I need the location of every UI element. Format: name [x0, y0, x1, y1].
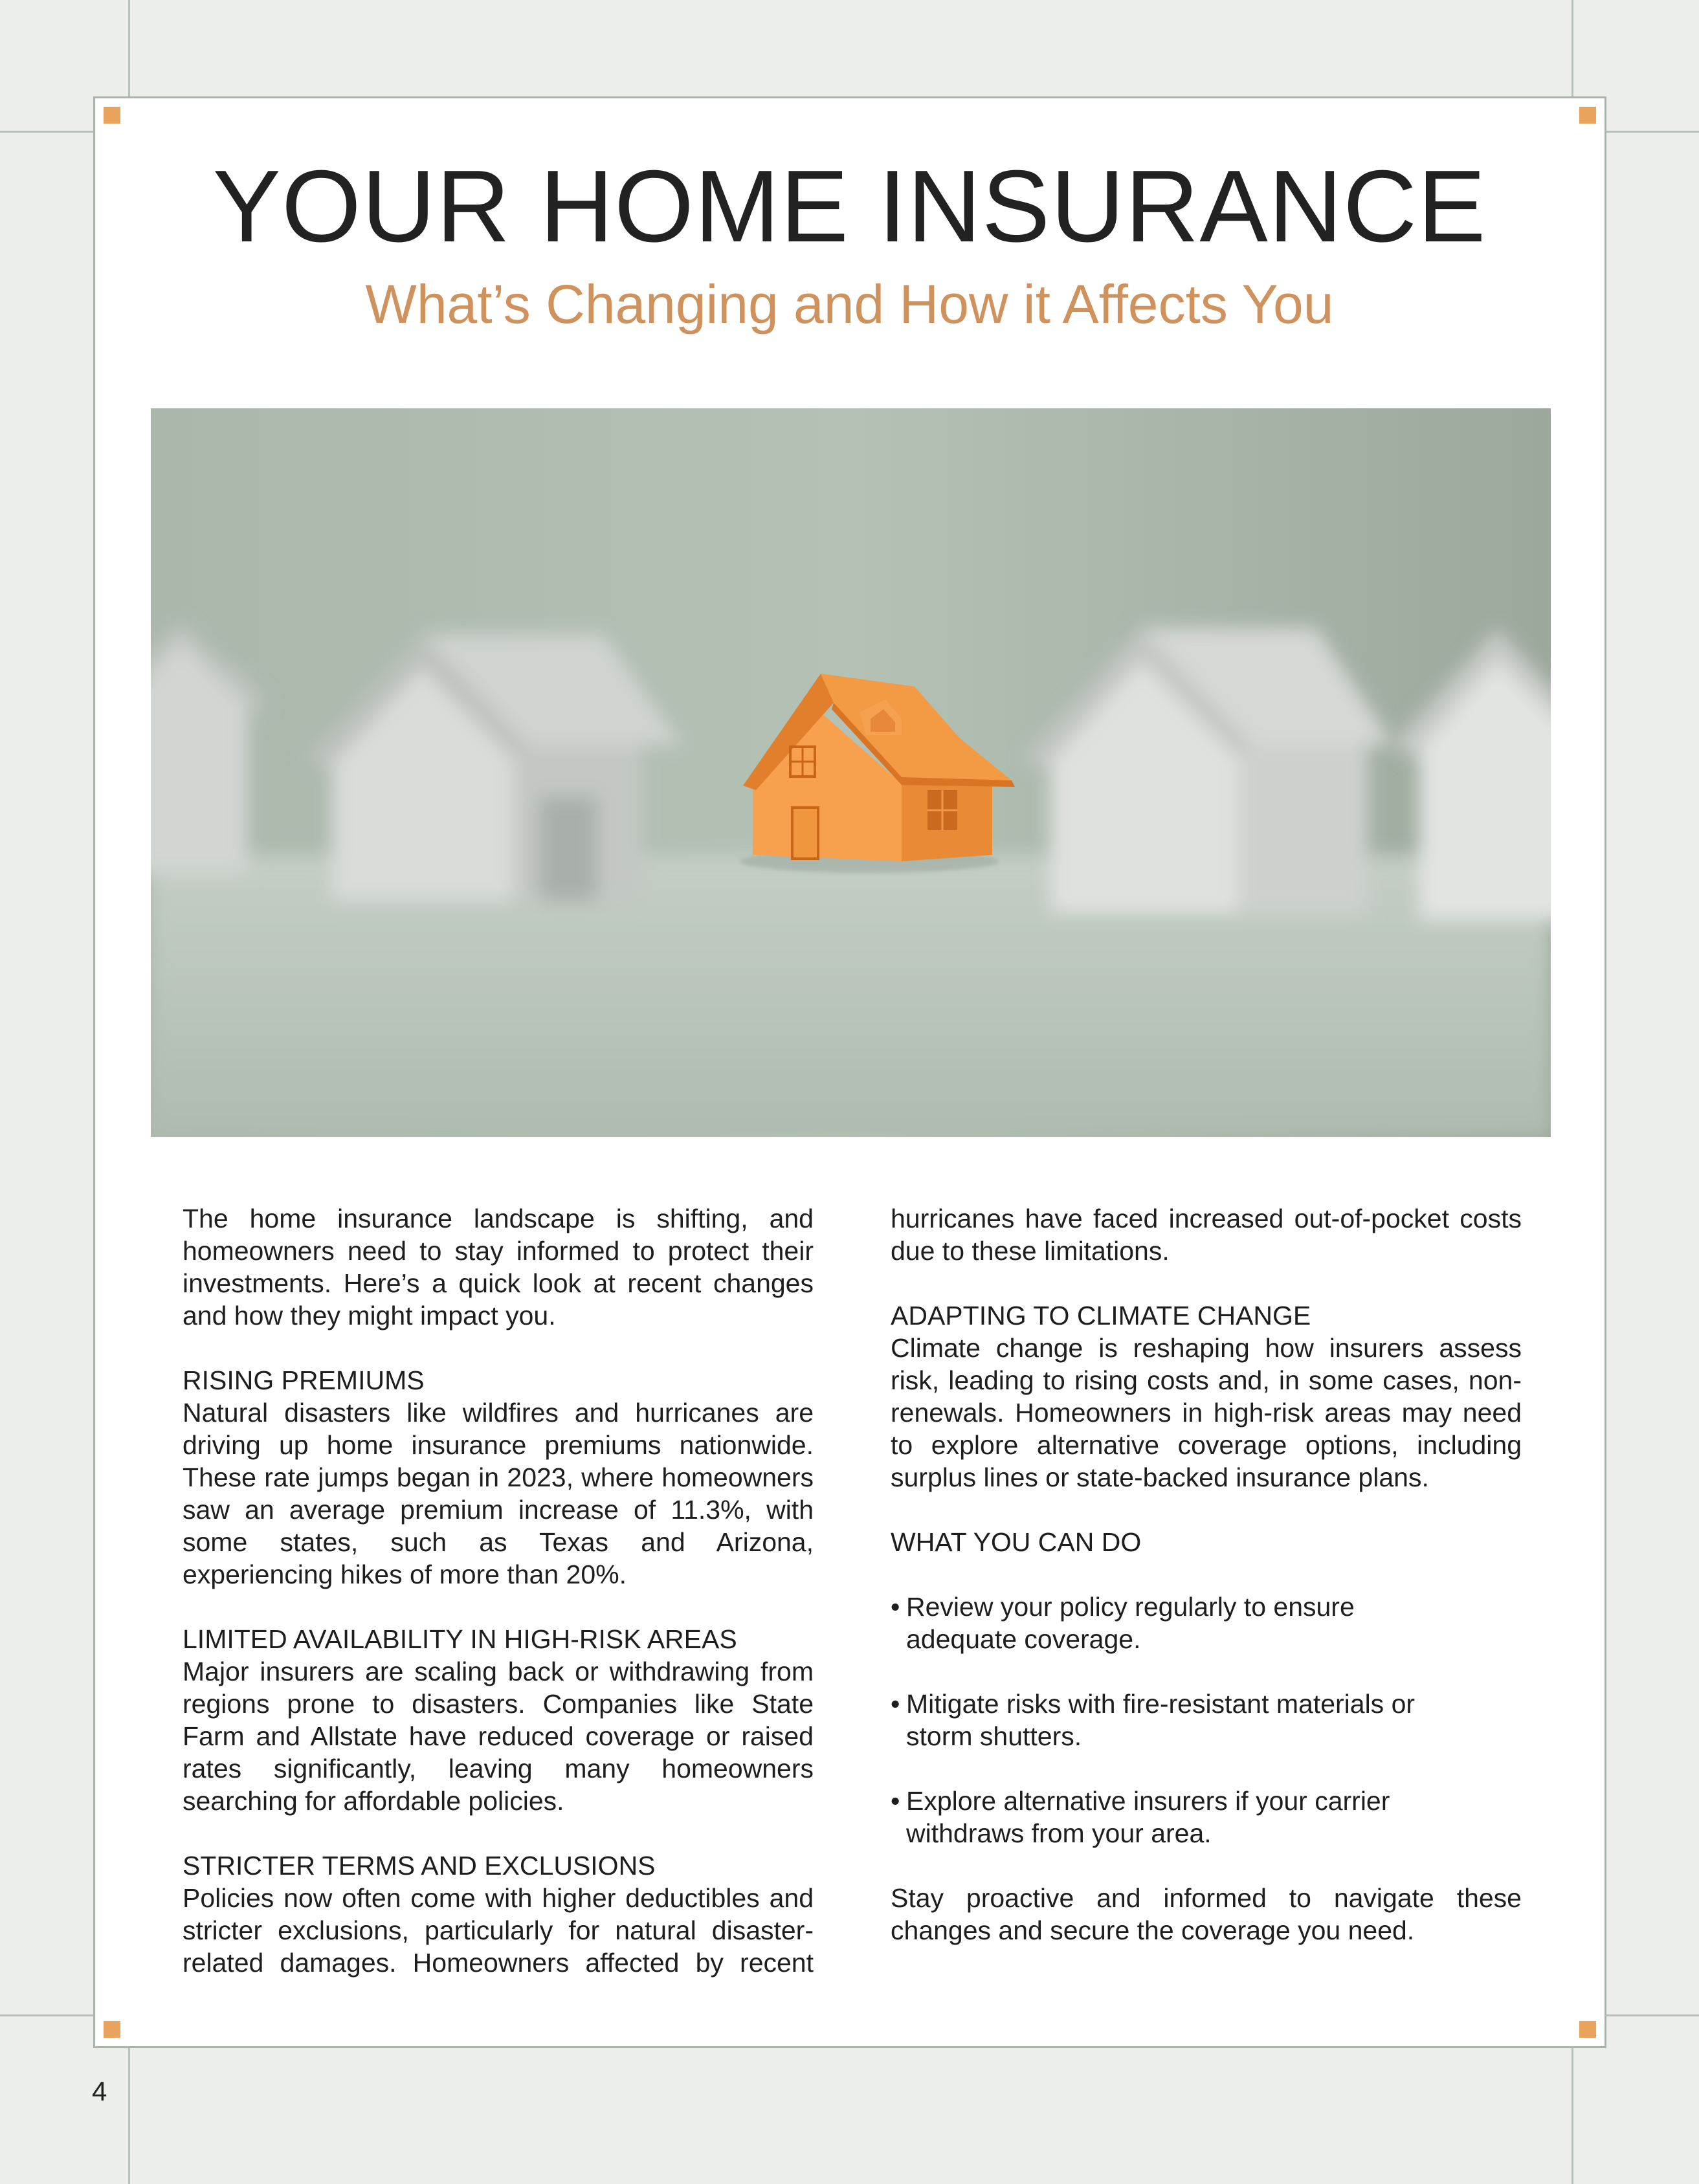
section-heading-what-you-can-do: WHAT YOU CAN DO: [891, 1527, 1142, 1557]
page-title: YOUR HOME INSURANCE: [212, 149, 1487, 263]
action-item: [891, 1591, 1357, 1655]
article-column-right: [891, 1202, 1522, 1947]
section-body-limited-availability: Major insurers are scaling back or withdrawing from regions prone to disasters. Companies like State Farm and Allstate have reduced coverage or raised rates significantly, leaving many homeowners searching for affordable policies.: [183, 1657, 814, 1816]
section-body-stricter-terms-part2: hurricanes have faced increased out-of-pocket costs due to these limitations.: [891, 1204, 1522, 1266]
guide-line-right-top: [1571, 0, 1573, 97]
guide-line-left-top: [128, 0, 130, 97]
action-item-text: Explore alternative insurers if your carrier withdraws from your area.: [906, 1786, 1390, 1848]
section-heading-climate-change: ADAPTING TO CLIMATE CHANGE: [891, 1301, 1311, 1330]
corner-mark-bottom-left: [104, 2021, 120, 2038]
guide-line-left-bottom: [128, 2047, 130, 2184]
closing-paragraph: Stay proactive and informed to navigate these changes and secure the coverage you need.: [891, 1883, 1522, 1945]
action-item: [891, 1785, 1408, 1849]
action-item-text: Review your policy regularly to ensure adequate coverage.: [906, 1592, 1355, 1654]
guide-line-top-left: [0, 131, 94, 133]
bullet-icon: •: [891, 1786, 900, 1816]
guide-line-top-right: [1605, 131, 1699, 133]
bullet-icon: •: [891, 1689, 900, 1719]
section-heading-rising-premiums: RISING PREMIUMS: [183, 1365, 425, 1395]
corner-mark-top-right: [1579, 107, 1596, 124]
guide-line-right-bottom: [1571, 2047, 1573, 2184]
section-body-stricter-terms-part1: Policies now often come with higher deductibles and stricter exclusions, particularly for natural disaster-related damages. Homeowners affected by recent: [183, 1883, 814, 1978]
article-column-left: [183, 1202, 814, 1979]
guide-line-bottom-right: [1605, 2014, 1699, 2016]
hero-house-image: [151, 408, 1551, 1137]
action-item: [891, 1688, 1428, 1752]
action-item-text: Mitigate risks with fire-resistant materials or storm shutters.: [906, 1689, 1416, 1751]
guide-line-bottom-left: [0, 2014, 94, 2016]
page-number: 4: [92, 2076, 107, 2106]
intro-paragraph: The home insurance landscape is shifting, and homeowners need to stay informed to protect their investments. Here’s a quick look at recent changes and how they might impact you.: [183, 1204, 814, 1330]
section-body-climate-change: Climate change is reshaping how insurers assess risk, leading to rising costs and, in some cases, non-renewals. Homeowners in high-risk areas may need to explore alternative coverage options, including surplus lines or state-backed insurance plans.: [891, 1333, 1522, 1492]
corner-mark-bottom-right: [1579, 2021, 1596, 2038]
bullet-icon: •: [891, 1592, 900, 1622]
section-body-rising-premiums: Natural disasters like wildfires and hurricanes are driving up home insurance premiums nationwide. These rate jumps began in 2023, where homeowners saw an average premium increase of 11.3%, with some states, such as Texas and Arizona, experiencing hikes of more than 20%.: [183, 1398, 814, 1589]
section-heading-limited-availability: LIMITED AVAILABILITY IN HIGH-RISK AREAS: [183, 1624, 737, 1654]
section-heading-stricter-terms: STRICTER TERMS AND EXCLUSIONS: [183, 1851, 656, 1881]
corner-mark-top-left: [104, 107, 120, 124]
page-subtitle: What’s Changing and How it Affects You: [365, 274, 1334, 335]
